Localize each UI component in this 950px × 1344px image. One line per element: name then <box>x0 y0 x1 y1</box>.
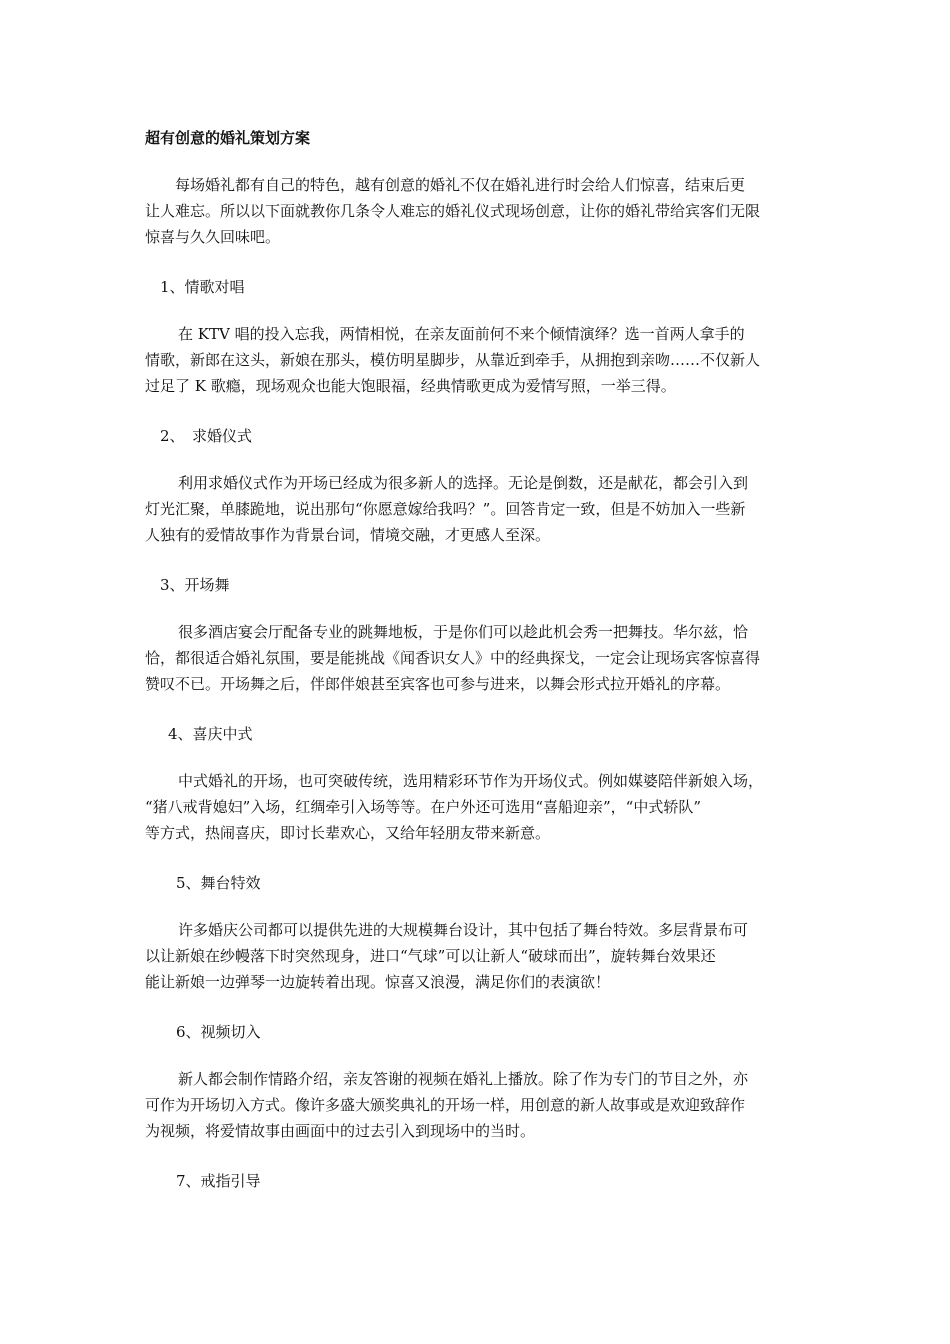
paragraph-line: 情歌，新郎在这头，新娘在那头，模仿明星脚步，从靠近到牵手，从拥抱到亲吻……不仅新人 <box>145 351 761 369</box>
paragraph-line: “猪八戒背媳妇”入场，红绸牵引入场等等。在户外还可选用“喜船迎亲”，“中式轿队” <box>145 798 702 816</box>
paragraph-line: 很多酒店宴会厅配备专业的跳舞地板，于是你们可以趁此机会秀一把舞技。华尔兹，恰 <box>178 623 749 641</box>
document-title: 超有创意的婚礼策划方案 <box>145 129 311 147</box>
paragraph-line: 可作为开场切入方式。像许多盛大颁奖典礼的开场一样，用创意的新人故事或是欢迎致辞作 <box>145 1096 746 1114</box>
paragraph-line: 灯光汇聚，单膝跪地，说出那句“你愿意嫁给我吗？”。回答肯定一致，但是不妨加入一些新 <box>145 500 746 518</box>
intro-line: 让人难忘。所以以下面就教你几条令人难忘的婚礼仪式现场创意，让你的婚礼带给宾客们无限 <box>145 202 761 220</box>
paragraph-line: 中式婚礼的开场，也可突破传统，选用精彩环节作为开场仪式。例如媒婆陪伴新娘入场， <box>178 772 764 790</box>
section-heading-3: 3、开场舞 <box>160 576 230 594</box>
section-heading-7: 7、戒指引导 <box>176 1172 261 1190</box>
section-paragraph-4 <box>145 768 807 846</box>
paragraph-line: 在 KTV 唱的投入忘我，两情相悦，在亲友面前何不来个倾情演绎？选一首两人拿手的 <box>178 325 745 343</box>
paragraph-line: 许多婚庆公司都可以提供先进的大规模舞台设计，其中包括了舞台特效。多层背景布可 <box>178 921 749 939</box>
section-paragraph-5 <box>145 917 807 995</box>
paragraph-line: 过足了 K 歌瘾，现场观众也能大饱眼福，经典情歌更成为爱情写照，一举三得。 <box>145 377 676 395</box>
section-heading-2: 2、 求婚仪式 <box>160 427 253 445</box>
paragraph-line: 为视频，将爱情故事由画面中的过去引入到现场中的当时。 <box>145 1122 536 1140</box>
section-heading-6: 6、视频切入 <box>176 1023 261 1041</box>
section-paragraph-6 <box>145 1066 807 1144</box>
paragraph-line: 能让新娘一边弹琴一边旋转着出现。惊喜又浪漫，满足你们的表演欲！ <box>145 973 611 991</box>
section-paragraph-3 <box>145 619 807 697</box>
paragraph-line: 人独有的爱情故事作为背景台词，情境交融，才更感人至深。 <box>145 526 551 544</box>
section-paragraph-2 <box>145 470 807 548</box>
section-heading-4: 4、喜庆中式 <box>168 725 253 743</box>
paragraph-line: 恰，都很适合婚礼氛围，要是能挑战《闻香识女人》中的经典探戈，一定会让现场宾客惊喜得 <box>145 649 761 667</box>
intro-line: 每场婚礼都有自己的特色，越有创意的婚礼不仅在婚礼进行时会给人们惊喜，结束后更 <box>175 176 746 194</box>
paragraph-line: 以让新娘在纱幔落下时突然现身，进口“气球”可以让新人“破球而出”，旋转舞台效果还 <box>145 947 716 965</box>
paragraph-line: 赞叹不已。开场舞之后，伴郎伴娘甚至宾客也可参与进来，以舞会形式拉开婚礼的序幕。 <box>145 675 731 693</box>
intro-paragraph <box>145 172 807 250</box>
intro-line: 惊喜与久久回味吧。 <box>145 228 281 246</box>
section-heading-5: 5、舞台特效 <box>176 874 261 892</box>
paragraph-line: 利用求婚仪式作为开场已经成为很多新人的选择。无论是倒数，还是献花，都会引入到 <box>178 474 749 492</box>
paragraph-line: 新人都会制作情路介绍，亲友答谢的视频在婚礼上播放。除了作为专门的节目之外，亦 <box>178 1070 749 1088</box>
paragraph-line: 等方式，热闹喜庆，即讨长辈欢心，又给年轻朋友带来新意。 <box>145 824 551 842</box>
section-paragraph-1 <box>145 321 807 399</box>
section-heading-1: 1、情歌对唱 <box>160 278 245 296</box>
